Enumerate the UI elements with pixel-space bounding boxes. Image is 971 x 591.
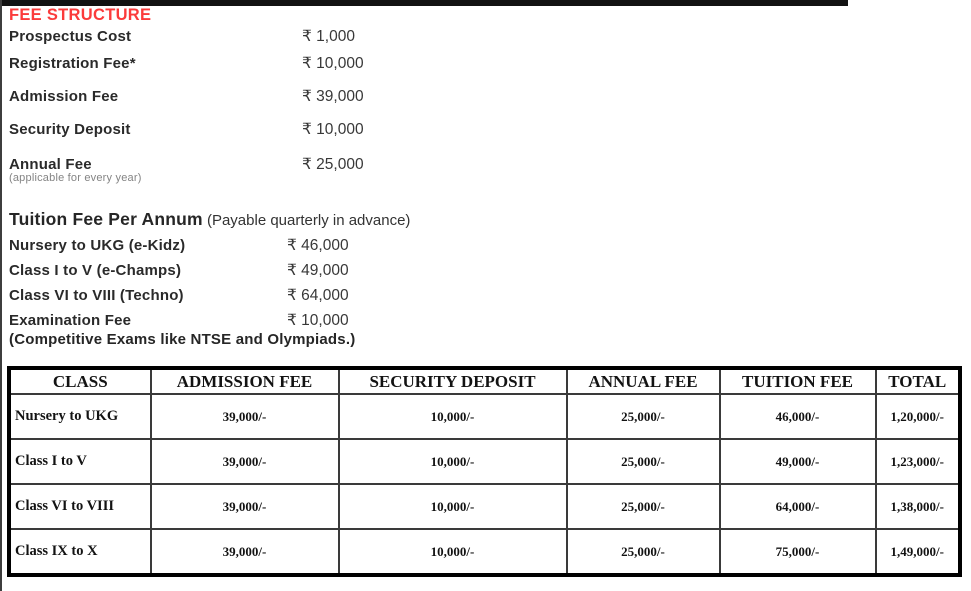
cell-tuition-fee: 46,000/- [720, 394, 876, 439]
fee-label: Examination Fee [9, 312, 132, 329]
fee-amount: ₹ 49,000 [287, 262, 349, 279]
fee-amount: ₹ 10,000 [302, 55, 364, 72]
fee-amount: ₹ 25,000 [302, 156, 364, 173]
cell-annual-fee: 25,000/- [567, 529, 720, 575]
table-row [10, 439, 960, 484]
cell-admission-fee: 39,000/- [151, 439, 339, 484]
table-row [10, 484, 960, 529]
tuition-row-nursery [0, 237, 520, 255]
tuition-row-class1to5 [0, 262, 520, 280]
fee-amount: ₹ 1,000 [302, 28, 355, 45]
cell-class: Class VI to VIII [10, 484, 151, 529]
fee-row-prospectus [0, 28, 520, 46]
cell-total: 1,23,000/- [876, 439, 960, 484]
col-header-tuition-fee: TUITION FEE [720, 369, 876, 395]
cell-admission-fee: 39,000/- [151, 484, 339, 529]
cell-tuition-fee: 64,000/- [720, 484, 876, 529]
cell-total: 1,20,000/- [876, 394, 960, 439]
col-header-admission-fee: ADMISSION FEE [151, 369, 339, 395]
fee-row-security-deposit [0, 121, 520, 139]
tuition-row-examination [0, 312, 520, 330]
cell-annual-fee: 25,000/- [567, 484, 720, 529]
cell-annual-fee: 25,000/- [567, 439, 720, 484]
fee-label: Security Deposit [9, 121, 131, 138]
table-row [10, 394, 960, 439]
fee-amount: ₹ 10,000 [302, 121, 364, 138]
col-header-total: TOTAL [876, 369, 960, 395]
cell-security-deposit: 10,000/- [339, 484, 567, 529]
cell-security-deposit: 10,000/- [339, 439, 567, 484]
fee-label: Annual Fee [9, 156, 92, 173]
fee-amount: ₹ 46,000 [287, 237, 349, 254]
fee-amount: ₹ 39,000 [302, 88, 364, 105]
annual-fee-note: (applicable for every year) [9, 172, 142, 184]
tuition-row-class6to8 [0, 287, 520, 305]
fee-label: Registration Fee* [9, 55, 136, 72]
tuition-heading [9, 209, 410, 230]
cell-admission-fee: 39,000/- [151, 529, 339, 575]
cell-annual-fee: 25,000/- [567, 394, 720, 439]
fee-label: Class I to V (e-Champs) [9, 262, 182, 279]
cell-class: Nursery to UKG [10, 394, 151, 439]
page-title: FEE STRUCTURE [9, 6, 152, 24]
col-header-security-deposit: SECURITY DEPOSIT [339, 369, 567, 395]
fee-row-admission [0, 88, 520, 106]
cell-security-deposit: 10,000/- [339, 529, 567, 575]
fee-row-registration [0, 55, 520, 73]
fee-table-header-row [10, 369, 960, 395]
fee-table [8, 367, 961, 576]
competitive-exams-footnote: (Competitive Exams like NTSE and Olympiads.) [9, 331, 356, 348]
cell-total: 1,49,000/- [876, 529, 960, 575]
cell-tuition-fee: 75,000/- [720, 529, 876, 575]
cell-tuition-fee: 49,000/- [720, 439, 876, 484]
cell-security-deposit: 10,000/- [339, 394, 567, 439]
fee-amount: ₹ 64,000 [287, 287, 349, 304]
fee-label: Class VI to VIII (Techno) [9, 287, 184, 304]
fee-amount: ₹ 10,000 [287, 312, 349, 329]
cell-admission-fee: 39,000/- [151, 394, 339, 439]
tuition-title: Tuition Fee Per Annum [9, 209, 203, 229]
table-row [10, 529, 960, 575]
fee-label: Prospectus Cost [9, 28, 132, 45]
cell-total: 1,38,000/- [876, 484, 960, 529]
tuition-title-note: (Payable quarterly in advance) [202, 212, 411, 229]
cell-class: Class IX to X [10, 529, 151, 575]
fee-label: Nursery to UKG (e-Kidz) [9, 237, 186, 254]
fee-label: Admission Fee [9, 88, 119, 105]
col-header-annual-fee: ANNUAL FEE [567, 369, 720, 395]
col-header-class: CLASS [10, 369, 151, 395]
cell-class: Class I to V [10, 439, 151, 484]
